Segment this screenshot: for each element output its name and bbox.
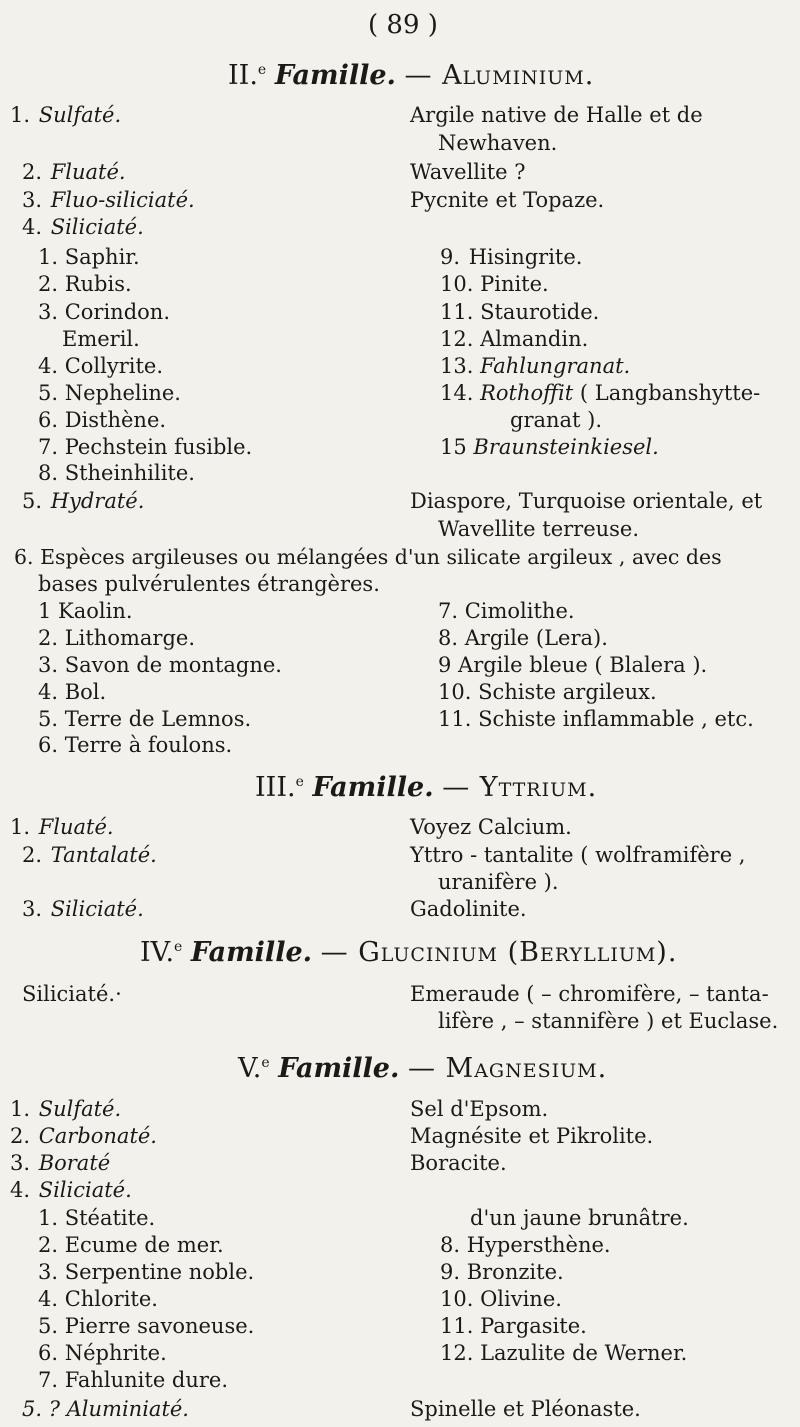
list-item: 7. Cimolithe. (438, 599, 575, 623)
list-item: 7. Pechstein fusible. (38, 435, 253, 459)
list-item: 1 Kaolin. (38, 599, 133, 623)
heading-sup: e (257, 62, 267, 78)
list-item: 1. Fluaté. (10, 815, 114, 839)
list-item: d'un jaune brunâtre. (470, 1206, 689, 1230)
list-item: Wavellite terreuse. (438, 517, 640, 541)
list-item: 2. Carbonaté. (10, 1124, 157, 1148)
list-item: 3. Siliciaté. (22, 897, 144, 921)
list-item: 1. Stéatite. (38, 1206, 156, 1230)
heading-family: Famille. (274, 60, 396, 91)
page-number: ( 89 ) (368, 10, 438, 40)
list-item: Newhaven. (438, 131, 558, 155)
list-item: 4. Siliciaté. (22, 215, 144, 239)
list-item: 5. ? Aluminiaté. (22, 1397, 189, 1421)
list-item: Pycnite et Topaze. (410, 188, 605, 212)
list-item: 5. Hydraté. (22, 489, 145, 513)
list-item: 11. Staurotide. (440, 300, 600, 324)
list-item: 4. Collyrite. (38, 354, 164, 378)
paragraph: 6. Espèces argileuses ou mélangées d'un silicate argileux , avec des (14, 545, 722, 569)
list-item: 8. Stheinhilite. (38, 461, 195, 485)
list-item: 5. Pierre savoneuse. (38, 1314, 255, 1338)
list-item: 4. Siliciaté. (10, 1178, 132, 1202)
list-item: granat ). (510, 408, 603, 432)
list-item: 5. Terre de Lemnos. (38, 707, 252, 731)
list-item: 10. Pinite. (440, 272, 549, 296)
list-item: 10. Schiste argileux. (438, 680, 657, 704)
list-item: 8. Hypersthène. (440, 1233, 611, 1257)
list-item: Spinelle et Pléonaste. (410, 1397, 641, 1421)
list-item: 2. Fluaté. (22, 160, 126, 184)
list-item: 12. Lazulite de Werner. (440, 1341, 688, 1365)
list-item: 1. Saphir. (38, 245, 140, 269)
list-item: Boracite. (410, 1151, 507, 1175)
list-item: 6. Terre à foulons. (38, 733, 233, 757)
list-item: 2. Lithomarge. (38, 626, 195, 650)
list-item: 9 Argile bleue ( Blalera ). (438, 653, 708, 677)
list-item: Emeril. (62, 327, 140, 351)
list-item: 2. Ecume de mer. (38, 1233, 224, 1257)
list-item: 9. Hisingrite. (440, 245, 583, 269)
list-item: 12. Almandin. (440, 327, 589, 351)
list-item: 1. Sulfaté. (10, 1097, 122, 1121)
list-item: 4. Chlorite. (38, 1287, 158, 1311)
heading-yttrium: III.$^e$ Famille. — Yttrium. (255, 772, 598, 803)
list-item: uranifère ). (438, 870, 559, 894)
heading-magnesium: V.$^e$ Famille. — Magnesium. (238, 1053, 608, 1084)
list-item: Magnésite et Pikrolite. (410, 1124, 654, 1148)
list-item: Sel d'Epsom. (410, 1097, 549, 1121)
heading-element: — Aluminium. (404, 60, 595, 91)
list-item: 3. Boraté (10, 1151, 111, 1175)
list-item: Gadolinite. (410, 897, 527, 921)
heading-aluminium (228, 60, 594, 91)
list-item: 2. Tantalaté. (22, 843, 157, 867)
list-item: 3. Serpentine noble. (38, 1260, 255, 1284)
list-item: 5. Nepheline. (38, 381, 181, 405)
list-item: 4. Bol. (38, 680, 107, 704)
list-item: Siliciaté.· (22, 982, 122, 1006)
list-item: 10. Olivine. (440, 1287, 562, 1311)
list-item: Emeraude ( – chromifère, – tanta- (410, 982, 769, 1006)
list-item: 1. Sulfaté. (10, 103, 122, 127)
list-item: Wavellite ? (410, 160, 526, 184)
list-item: 11. Schiste inflammable , etc. (438, 707, 754, 731)
list-item: 13. Fahlungranat. (440, 354, 631, 378)
list-item: 3. Savon de montagne. (38, 653, 282, 677)
list-item: Yttro - tantalite ( wolframifère , (410, 843, 746, 867)
heading-glucinium: IV.$^e$ Famille. — Glucinium (Beryllium). (140, 937, 678, 968)
list-item: 3. Fluo-siliciaté. (22, 188, 195, 212)
list-item: Argile native de Halle et de (410, 103, 703, 127)
list-item: 15 Braunsteinkiesel. (440, 435, 659, 459)
paragraph: bases pulvérulentes étrangères. (38, 572, 380, 596)
list-item: 3. Corindon. (38, 300, 170, 324)
list-item: 7. Fahlunite dure. (38, 1368, 229, 1392)
heading-roman: II. (228, 60, 258, 91)
list-item: 9. Bronzite. (440, 1260, 564, 1284)
list-item: 6. Disthène. (38, 408, 167, 432)
list-item: Diaspore, Turquoise orientale, et (410, 489, 763, 513)
list-item: 2. Rubis. (38, 272, 132, 296)
list-item: lifère , – stannifère ) et Euclase. (438, 1009, 779, 1033)
list-item: 11. Pargasite. (440, 1314, 587, 1338)
list-item: 14. Rothoffit ( Langbanshytte- (440, 381, 761, 405)
list-item: Voyez Calcium. (410, 815, 572, 839)
list-item: 8. Argile (Lera). (438, 626, 608, 650)
list-item: 6. Néphrite. (38, 1341, 167, 1365)
